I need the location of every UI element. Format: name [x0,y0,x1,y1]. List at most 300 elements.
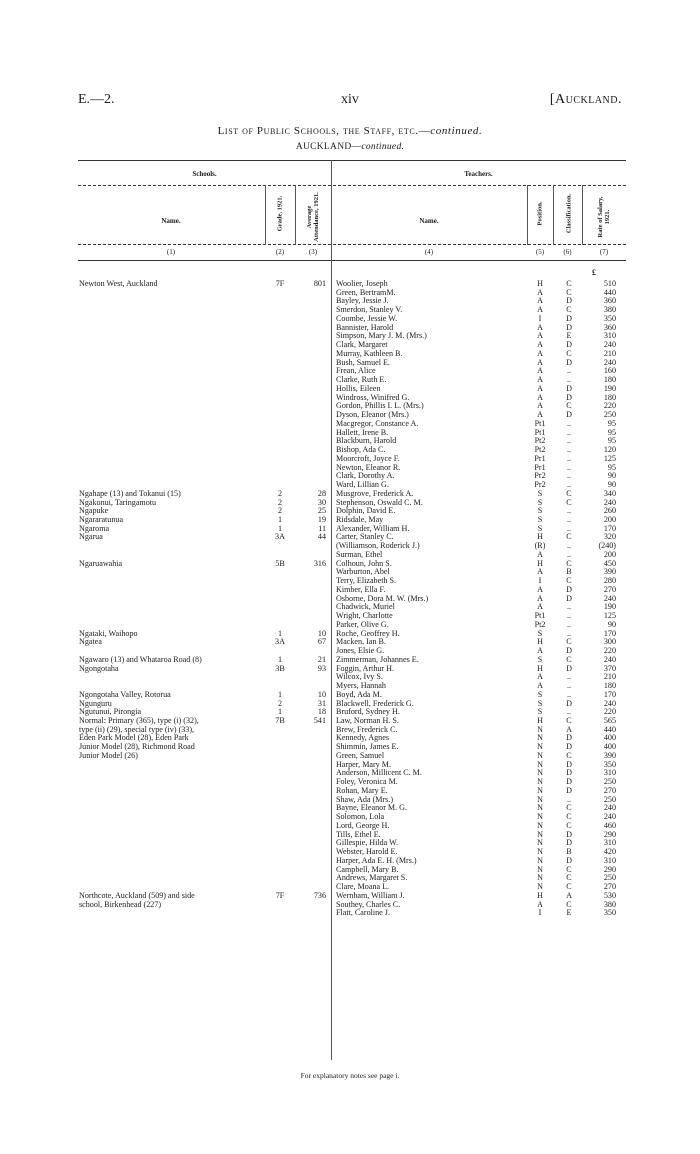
cell-sal: 95 [607,427,616,437]
cell-sal: 170 [603,523,616,533]
cell-sal: 95 [607,418,616,428]
cell-cls: C [566,812,572,822]
position-header: Position. [536,201,544,226]
cell-att: 19 [317,514,326,524]
table-row [0,813,700,821]
cell-grade: 1 [277,523,283,533]
cell-school: Ngongotaha [79,664,119,673]
cell-cls: C [566,716,572,725]
cell-teacher: Kennedy, Agnes [336,734,389,743]
cell-att: 25 [317,506,326,516]
table-row [0,752,700,760]
cell-pos: Pr2 [534,471,546,481]
cell-school: Ngawaro (13) and Whataroa Road (8) [79,655,202,664]
cell-school: Ngutunui, Pirongia [79,708,142,717]
table-row [0,778,700,786]
cell-pos: S [537,488,543,498]
cell-sal: 270 [603,882,616,892]
cell-pos: A [537,392,543,402]
cell-teacher: Osborne, Dora M. W. (Mrs.) [336,594,429,603]
cell-cls: C [566,654,572,664]
table-row [0,787,700,795]
cell-sal: 300 [603,637,616,647]
cell-sal: 210 [603,672,616,682]
cell-teacher: Tills, Ethel E. [336,830,381,839]
table-row [0,822,700,830]
cell-sal: 170 [603,628,616,638]
cell-att: 67 [317,637,326,647]
col-number-2: (2) [275,248,285,256]
table-row [0,647,700,655]
cell-teacher: Green, BertramM. [336,288,396,297]
cell-pos: Pt2 [534,619,546,629]
cell-pos: H [537,663,543,673]
cell-sal: 565 [603,716,616,725]
cell-teacher: Bush, Samuel E. [336,358,390,367]
cell-school: Eden Park Model (28), Eden Park [79,734,189,743]
teachers-group-header: Teachers. [464,170,493,178]
cell-grade: 7F [275,890,285,900]
cell-teacher: Andrews, Margaret S. [336,874,408,883]
table-row [0,866,700,874]
cell-pos: Pr1 [534,462,546,472]
col-divider-class [553,185,554,245]
cell-cls: C [566,497,572,507]
cell-sal: 440 [603,287,616,297]
cell-pos: A [537,410,543,420]
cell-pos: A [537,646,543,656]
cell-teacher: Clark, Dorothy A. [336,472,395,481]
cell-cls: D [566,410,572,420]
cell-cls: .. [566,453,572,463]
cell-sal: 370 [603,663,616,673]
cell-sal: 180 [603,392,616,402]
cell-school: Ngaruawahia [79,559,123,568]
table-row [0,490,700,498]
cell-teacher: Myers, Hannah [336,682,386,691]
cell-pos: A [537,340,543,350]
cell-cls: D [566,584,572,594]
col-number-1: (1) [166,248,176,256]
cell-teacher: Solomon, Lola [336,813,385,822]
cell-teacher: Harper, Ada E. H. (Mrs.) [336,856,417,865]
cell-pos: A [537,681,543,691]
cell-school: Junior Model (28), Richmond Road [79,743,195,752]
table-row [0,857,700,865]
cell-cls: .. [566,602,572,612]
cell-cls: .. [566,619,572,629]
cell-teacher: Foggin, Arthur H. [336,664,395,673]
table-row [0,429,700,437]
cell-cls: .. [566,462,572,472]
table-row [0,542,700,550]
cell-teacher: Anderson, Millicent C. M. [336,769,422,778]
cell-pos: Pt1 [534,611,546,621]
cell-sal: 310 [603,331,616,341]
col-divider-attendance [295,185,296,245]
grade-header: Grade, 1921. [276,195,284,232]
cell-pos: S [537,654,543,664]
cell-cls: C [566,820,572,830]
cell-sal: 290 [603,829,616,839]
cell-sal: 290 [603,864,616,874]
cell-teacher: Colhoun, John S. [336,559,392,568]
cell-cls: C [566,532,572,542]
cell-teacher: Southey, Charles C. [336,900,401,909]
table-row [0,717,700,725]
cell-pos: N [537,812,543,822]
cell-att: 541 [313,716,326,725]
cell-teacher: Smerdon, Stanley V. [336,306,403,315]
cell-pos: N [537,785,543,795]
cell-cls: D [566,742,572,752]
cell-pos: N [537,829,543,839]
cell-teacher: Bayne, Eleanor M. G. [336,804,408,813]
table-row [0,472,700,480]
table-row [0,464,700,472]
cell-teacher: Terry, Elizabeth S. [336,577,397,586]
table-row [0,560,700,568]
cell-pos: Pr2 [534,480,546,490]
cell-teacher: (Williamson, Roderick J.) [336,542,420,551]
cell-sal: 240 [603,340,616,350]
cell-cls: D [566,829,572,839]
cell-teacher: Macgregor, Constance A. [336,419,419,428]
cell-teacher: Gordon, Phillis I. L. (Mrs.) [336,402,424,411]
table-row [0,341,700,349]
cell-sal: 450 [603,558,616,568]
cell-cls: D [566,296,572,306]
table-row [0,499,700,507]
cell-teacher: Gillespie, Hilda W. [336,839,399,848]
cell-sal: 160 [603,366,616,376]
cell-teacher: Campbell, Mary B. [336,865,399,874]
cell-teacher: Windross, Winifred G. [336,393,410,402]
cell-school: Junior Model (26) [79,751,138,760]
cell-sal: 90 [607,471,616,481]
cell-cls: C [566,637,572,647]
cell-teacher: Jones, Elsie G. [336,647,385,656]
cell-pos: (R) [534,541,546,551]
cell-teacher: Clare, Moana L. [336,883,390,892]
cell-cls: C [566,287,572,297]
cell-cls: C [566,305,572,315]
cell-cls: C [566,873,572,883]
cell-sal: 310 [603,768,616,778]
table-row [0,446,700,454]
cell-sal: 400 [603,742,616,752]
cell-cls: C [566,750,572,760]
cell-teacher: Foley, Veronica M. [336,778,398,787]
table-row [0,726,700,734]
cell-teacher: Stephenson, Oswald C. M. [336,498,423,507]
cell-grade: 1 [277,628,283,638]
cell-sal: 240 [603,497,616,507]
cell-cls: .. [566,707,572,717]
cell-sal: 310 [603,855,616,865]
cell-cls: .. [566,549,572,559]
table-row [0,691,700,699]
cell-cls: D [566,838,572,848]
cell-school: Ngapuke [79,507,109,516]
table-row [0,481,700,489]
table-row [0,831,700,839]
cell-grade: 3A [275,637,285,647]
cell-pos: A [537,383,543,393]
table-row [0,359,700,367]
cell-cls: C [566,882,572,892]
col-number-4: (4) [424,248,434,256]
cell-pos: S [537,514,543,524]
cell-cls: D [566,593,572,603]
cell-pos: A [537,305,543,315]
cell-att: 93 [317,663,326,673]
cell-pos: A [537,602,543,612]
cell-sal: 440 [603,724,616,734]
cell-sal: 220 [603,401,616,411]
cell-sal: 220 [603,707,616,717]
table-row [0,883,700,891]
cell-school: type (ii) (29), special type (iv) (33), [79,725,195,734]
cell-att: 30 [317,497,326,507]
cell-cls: D [566,383,572,393]
cell-pos: N [537,750,543,760]
cell-school: Ngarua [79,533,103,542]
cell-cls: .. [566,375,572,385]
table-row [0,394,700,402]
cell-pos: Pt1 [534,427,546,437]
cell-teacher: Blackwell, Frederick G. [336,699,414,708]
cell-teacher: Macken, Ian B. [336,638,386,647]
classification-header: Classification. [565,193,573,234]
cell-cls: D [566,322,572,332]
table-row [0,708,700,716]
cell-sal: 220 [603,646,616,656]
cell-pos: H [537,279,543,288]
cell-sal: (240) [598,541,616,551]
cell-pos: A [537,322,543,332]
cell-cls: C [566,558,572,568]
table-row [0,665,700,673]
cell-pos: S [537,497,543,507]
cell-teacher: Law, Norman H. S. [336,717,399,725]
table-row [0,612,700,620]
cell-att: 31 [317,698,326,708]
table-row [0,621,700,629]
cell-pos: N [537,847,543,857]
cell-teacher: Ridsdale, May [336,515,384,524]
cell-sal: 350 [603,313,616,323]
cell-sal: 270 [603,584,616,594]
cell-pos: N [537,742,543,752]
table-row [0,455,700,463]
table-row [0,595,700,603]
cell-pos: Pt2 [534,436,546,446]
table-row [0,839,700,847]
cell-teacher: Warburton, Abel [336,568,390,577]
cell-sal: 380 [603,899,616,909]
cell-cls: .. [566,672,572,682]
region-heading: [Auckland. [549,92,622,107]
table-row [0,586,700,594]
table-row [0,385,700,393]
page-number: xiv [341,92,359,107]
cell-cls: .. [566,471,572,481]
table-row [0,568,700,576]
cell-att: 18 [317,707,326,717]
attendance-header: Average Attendance, 1921. [306,192,320,242]
table-row [0,516,700,524]
cell-sal: 210 [603,348,616,358]
cell-cls: .. [566,611,572,621]
cell-cls: D [566,340,572,350]
cell-pos: N [537,873,543,883]
cell-sal: 180 [603,375,616,385]
table-row [0,656,700,664]
cell-sal: 95 [607,462,616,472]
table-row [0,603,700,611]
cell-cls: C [566,899,572,909]
table-row [0,507,700,515]
cell-sal: 190 [603,383,616,393]
cell-teacher: Clark, Margaret [336,341,388,350]
footer-note: For explanatory notes see page i. [300,1071,400,1080]
cell-teacher: Moorcroft, Joyce F. [336,454,400,463]
cell-sal: 270 [603,785,616,795]
cell-cls: E [566,908,572,918]
cell-teacher: Murray, Kathleen B. [336,349,403,358]
cell-grade: 2 [277,698,283,708]
cell-teacher: Musgrove, Frederick A. [336,489,414,498]
page-subtitle: AUCKLAND—continued. [295,142,405,152]
cell-teacher: Clarke, Ruth E. [336,376,387,385]
table-row [0,577,700,585]
cell-sal: 95 [607,436,616,446]
cell-pos: N [537,882,543,892]
table-row [0,909,700,917]
table-row [0,297,700,305]
cell-pos: H [537,716,543,725]
cell-cls: C [566,864,572,874]
cell-pos: A [537,375,543,385]
cell-teacher: Surman, Ethel [336,550,383,559]
cell-cls: .. [566,506,572,516]
cell-sal: 90 [607,480,616,490]
cell-pos: Pt1 [534,418,546,428]
table-row [0,367,700,375]
school-name-header: Name. [161,217,181,225]
cell-pos: A [537,331,543,341]
cell-grade: 2 [277,488,283,498]
cell-cls: C [566,576,572,586]
table-row [0,306,700,314]
cell-school: Newton West, Auckland [79,280,158,288]
table-row [0,901,700,909]
cell-teacher: Frean, Alice [336,367,376,376]
cell-sal: 310 [603,838,616,848]
cell-cls: D [566,855,572,865]
table-row [0,402,700,410]
cell-school: Ngararatunua [79,515,124,524]
table-row [0,673,700,681]
cell-grade: 7F [275,279,285,288]
cell-sal: 250 [603,410,616,420]
cell-sal: 460 [603,820,616,830]
cell-sal: 250 [603,777,616,787]
schools-group-header: Schools. [192,170,217,178]
cell-teacher: Shimmin, James E. [336,743,399,752]
cell-pos: S [537,698,543,708]
cell-pos: N [537,794,543,804]
cell-teacher: Rohan, Mary E. [336,786,388,795]
cell-sal: 240 [603,593,616,603]
salary-header: Rate of Salary, 1921. [597,196,611,238]
cell-teacher: Lord, George H. [336,821,390,830]
cell-sal: 390 [603,750,616,760]
cell-sal: 340 [603,488,616,498]
cell-cls: .. [566,541,572,551]
cell-sal: 390 [603,567,616,577]
cell-teacher: Coombe, Jessie W. [336,314,398,323]
table-row [0,350,700,358]
cell-pos: A [537,549,543,559]
cell-grade: 3B [275,663,285,673]
cell-pos: S [537,707,543,717]
cell-sal: 250 [603,794,616,804]
cell-pos: Pr1 [534,453,546,463]
table-row [0,324,700,332]
table-row [0,533,700,541]
cell-sal: 240 [603,803,616,813]
cell-sal: 420 [603,847,616,857]
cell-pos: A [537,401,543,411]
cell-att: 736 [313,890,326,900]
cell-cls: C [566,279,572,288]
cell-pos: I [538,313,542,323]
cell-sal: 250 [603,873,616,883]
cell-sal: 170 [603,689,616,699]
cell-cls: .. [566,794,572,804]
cell-cls: D [566,663,572,673]
cell-grade: 2 [277,506,283,516]
cell-pos: I [538,908,542,918]
cell-cls: D [566,759,572,769]
table-row [0,743,700,751]
cell-teacher: Parker, Olive G. [336,620,389,629]
cell-cls: D [566,777,572,787]
cell-teacher: Dolphin, David E. [336,507,396,516]
cell-teacher: Green, Samuel [336,751,385,760]
cell-teacher: Brew, Frederick C. [336,725,398,734]
cell-teacher: Wilcox, Ivy S. [336,673,383,682]
cell-cls: .. [566,523,572,533]
cell-pos: N [537,733,543,743]
table-row [0,315,700,323]
table-row [0,804,700,812]
table-row [0,289,700,297]
cell-pos: A [537,672,543,682]
cell-cls: D [566,768,572,778]
cell-sal: 350 [603,908,616,918]
table-row [0,769,700,777]
cell-cls: .. [566,436,572,446]
cell-pos: A [537,366,543,376]
cell-cls: .. [566,480,572,490]
cell-sal: 360 [603,322,616,332]
cell-sal: 240 [603,654,616,664]
cell-grade: 7B [275,716,285,725]
cell-cls: D [566,313,572,323]
